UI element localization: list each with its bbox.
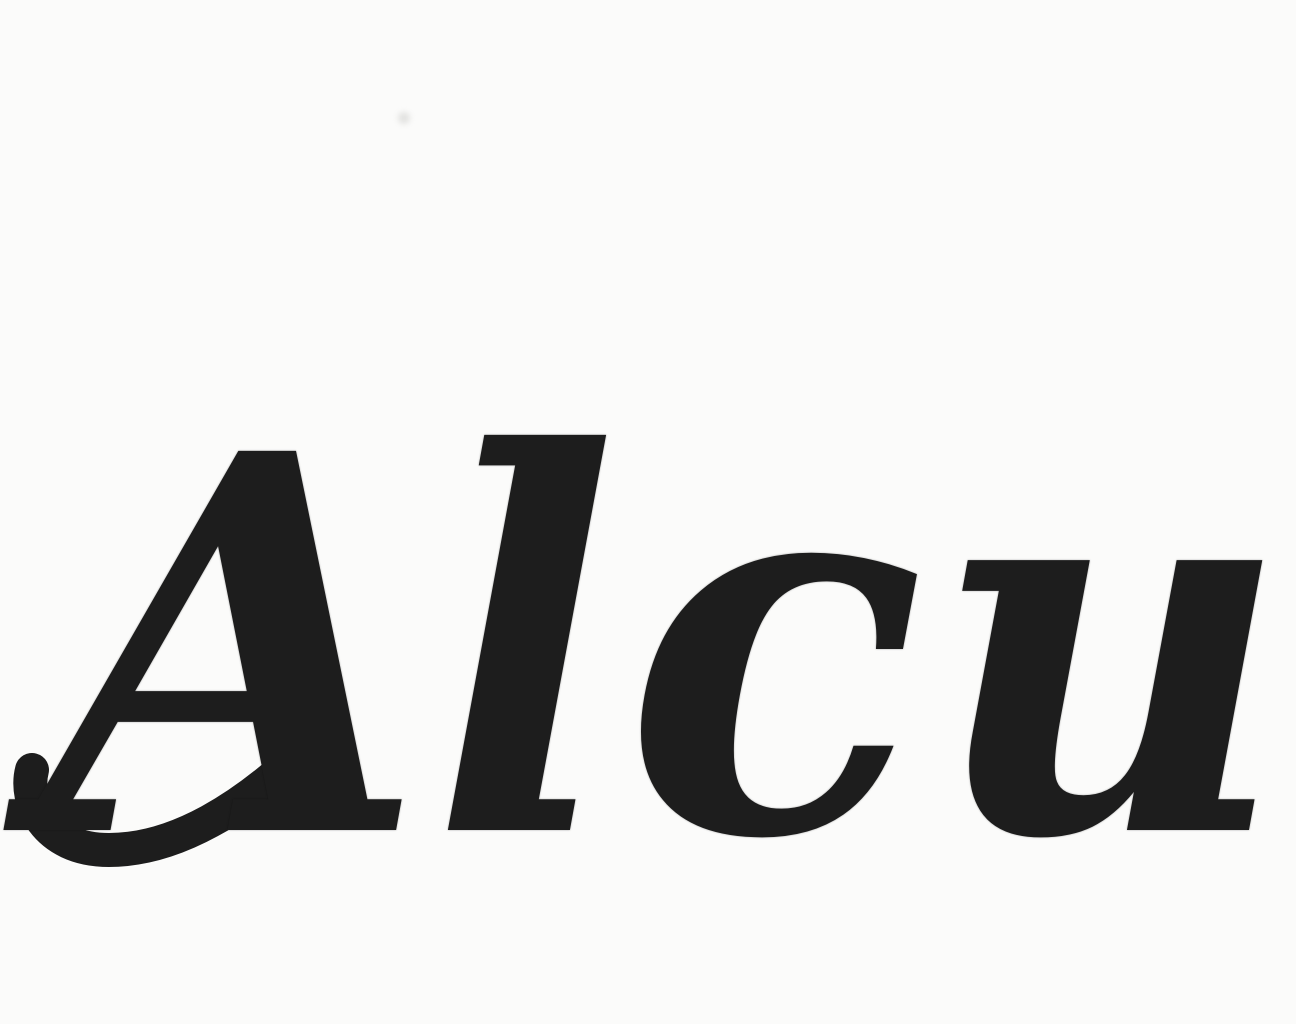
paper-speck bbox=[398, 112, 410, 124]
handwritten-word: Alcu bbox=[42, 342, 1296, 953]
